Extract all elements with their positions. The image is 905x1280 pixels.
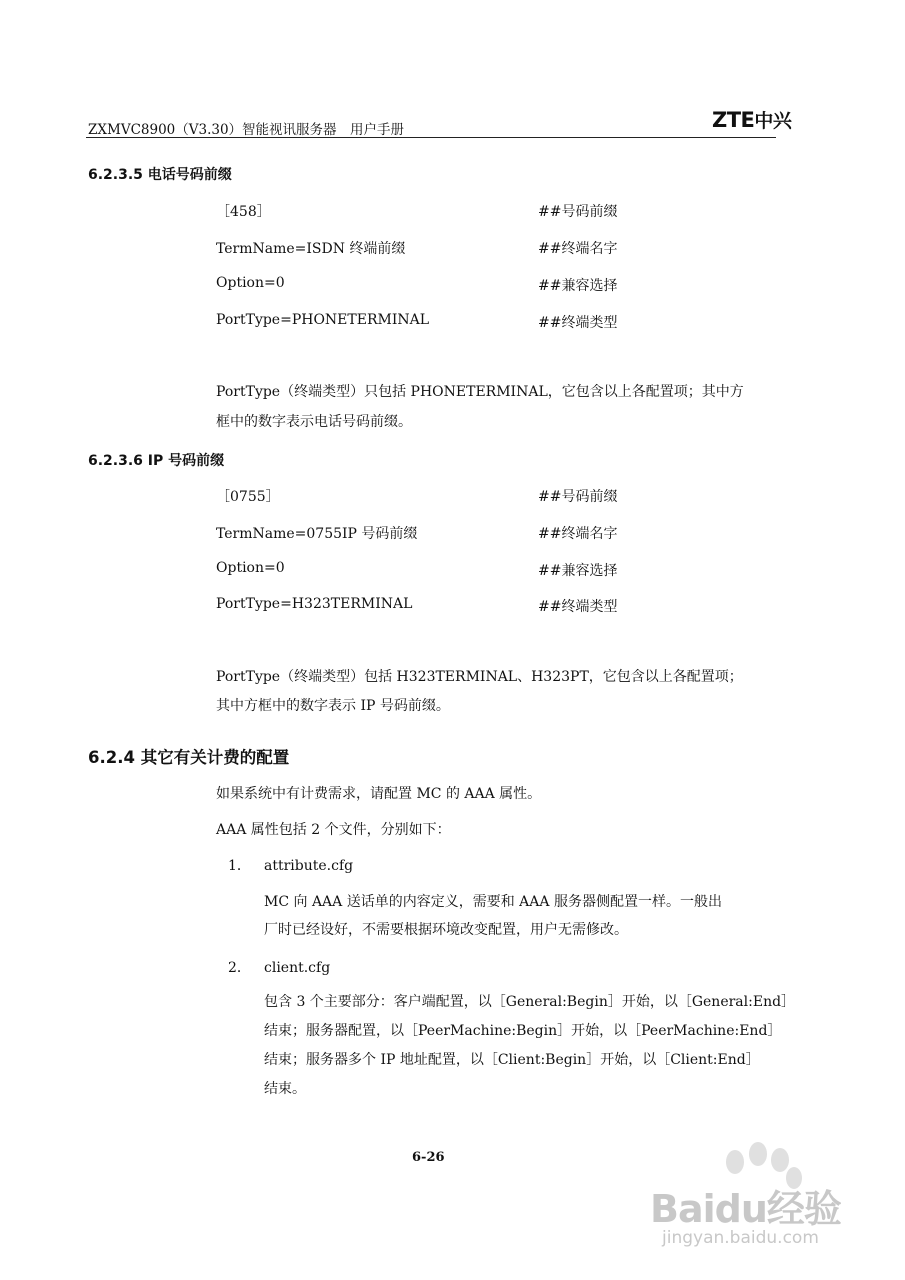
code-line: Option=0 xyxy=(216,560,285,576)
note-text: 其中方框中的数字表示 IP 号码前缀。 xyxy=(216,698,450,714)
item-text: 结束。 xyxy=(264,1081,306,1097)
item-text: 结束；服务器配置，以［PeerMachine:Begin］开始，以［PeerMachine:End］ xyxy=(264,1023,782,1039)
code-comment: ##终端类型 xyxy=(538,315,618,331)
page-number: 6-26 xyxy=(412,1150,445,1165)
zte-logo xyxy=(712,106,791,133)
heading-6236: 6.2.3.6 IP 号码前缀 xyxy=(88,453,225,469)
watermark-url: jingyan.baidu.com xyxy=(662,1228,819,1248)
file-name: attribute.cfg xyxy=(264,858,354,874)
code-comment: ##号码前缀 xyxy=(538,489,618,505)
note-text: PortType（终端类型）包括 H323TERMINAL、H323PT，它包含以上各配置项； xyxy=(216,669,743,685)
item-text: MC 向 AAA 送话单的内容定义，需要和 AAA 服务器侧配置一样。一般出 xyxy=(264,894,722,910)
item-text: 厂时已经设好，不需要根据环境改变配置，用户无需修改。 xyxy=(264,922,628,938)
intro-text: AAA 属性包括 2 个文件，分别如下： xyxy=(216,822,451,838)
code-comment: ##号码前缀 xyxy=(538,204,618,220)
watermark-brand: Baidu经验 xyxy=(650,1187,841,1231)
code-line: TermName=ISDN 终端前缀 xyxy=(216,241,406,257)
code-line: ［0755］ xyxy=(216,489,280,505)
intro-text: 如果系统中有计费需求，请配置 MC 的 AAA 属性。 xyxy=(216,786,542,802)
file-name: client.cfg xyxy=(264,960,331,976)
logo-latin: ZTE xyxy=(712,108,755,132)
code-line: TermName=0755IP 号码前缀 xyxy=(216,526,418,542)
code-line: ［458］ xyxy=(216,204,271,220)
code-comment: ##兼容选择 xyxy=(538,563,618,579)
code-line: Option=0 xyxy=(216,275,285,291)
item-text: 包含 3 个主要部分：客户端配置，以［General:Begin］开始，以［General:End］ xyxy=(264,994,796,1010)
code-comment: ##终端名字 xyxy=(538,241,618,257)
code-line: PortType=H323TERMINAL xyxy=(216,596,413,612)
heading-624: 6.2.4 其它有关计费的配置 xyxy=(88,748,290,767)
logo-cn: 中兴 xyxy=(754,110,792,132)
running-header: ZXMVC8900（V3.30）智能视讯服务器 用户手册 xyxy=(88,122,405,138)
code-comment: ##终端类型 xyxy=(538,599,618,615)
list-number: 2． xyxy=(228,960,251,976)
item-text: 结束；服务器多个 IP 地址配置，以［Client:Begin］开始，以［Client:End］ xyxy=(264,1052,760,1068)
note-text: 框中的数字表示电话号码前缀。 xyxy=(216,414,412,430)
code-comment: ##终端名字 xyxy=(538,526,618,542)
code-line: PortType=PHONETERMINAL xyxy=(216,312,430,328)
note-text: PortType（终端类型）只包括 PHONETERMINAL，它包含以上各配置项；其中方 xyxy=(216,384,744,400)
list-number: 1． xyxy=(228,858,251,874)
code-comment: ##兼容选择 xyxy=(538,278,618,294)
header-rule xyxy=(86,137,776,138)
heading-6235: 6.2.3.5 电话号码前缀 xyxy=(88,167,232,183)
